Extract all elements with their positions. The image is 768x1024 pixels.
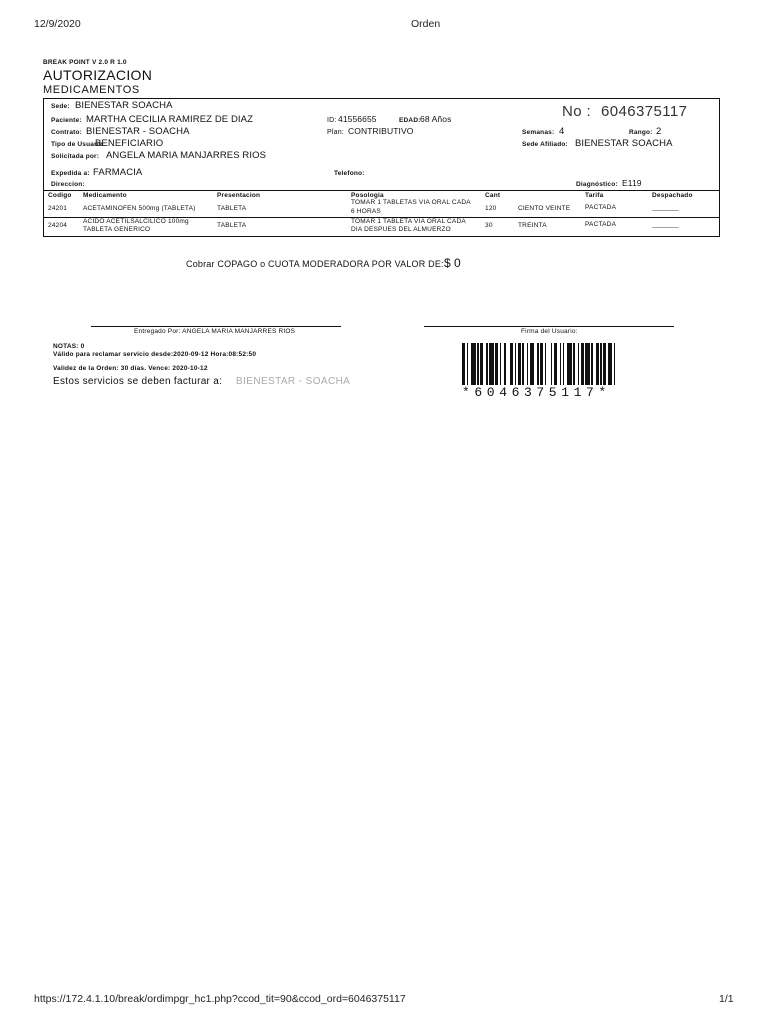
barcode-bar bbox=[560, 343, 562, 385]
barcode-bar bbox=[563, 343, 565, 385]
signature-line-user bbox=[424, 326, 674, 327]
software-version: BREAK POINT V 2.0 R 1.0 bbox=[43, 59, 127, 66]
diagnostico-value: E119 bbox=[622, 178, 642, 188]
diagnostico-label: Diagnóstico: bbox=[576, 181, 618, 188]
barcode-bar bbox=[591, 343, 593, 385]
row2-medicamento: ACIDO ACETILSALCILICO 100mg bbox=[83, 218, 189, 225]
barcode-bar bbox=[585, 343, 590, 385]
row2-codigo: 24204 bbox=[48, 222, 68, 229]
table-top-rule bbox=[43, 190, 720, 191]
row1-posologia-2: 6 HORAS bbox=[351, 208, 381, 215]
edad-label: EDAD: bbox=[399, 117, 421, 124]
row2-medicamento-2: TABLETA GENERICO bbox=[83, 226, 151, 233]
rango-value: 2 bbox=[656, 126, 662, 137]
barcode-bar bbox=[480, 343, 483, 385]
rango-label: Rango: bbox=[629, 129, 653, 136]
row2-cant-text: TREINTA bbox=[518, 222, 547, 229]
row1-codigo: 24201 bbox=[48, 205, 68, 212]
row1-cant-text: CIENTO VEINTE bbox=[518, 205, 571, 212]
barcode-bar bbox=[551, 343, 553, 385]
order-number: 6046375117 bbox=[601, 103, 688, 120]
barcode-bar bbox=[608, 343, 613, 385]
barcode-bar bbox=[537, 343, 539, 385]
solicitada-value: ANGELA MARIA MANJARRES RIOS bbox=[106, 150, 267, 161]
print-page: 1/1 bbox=[719, 993, 734, 1005]
barcode-bar bbox=[554, 343, 557, 385]
paciente-label: Paciente: bbox=[51, 117, 82, 124]
barcode-bar bbox=[504, 343, 506, 385]
copago-text: Cobrar COPAGO o CUOTA MODERADORA POR VALOR DE: bbox=[186, 259, 444, 269]
row2-cant: 30 bbox=[485, 222, 493, 229]
entregado-por: Entregado Por: ANGELA MARIA MANJARRES RIOS bbox=[134, 328, 296, 335]
contrato-label: Contrato: bbox=[51, 129, 83, 136]
barcode-bar bbox=[581, 343, 584, 385]
barcode-bar bbox=[540, 343, 543, 385]
edad-value: 68 Años bbox=[420, 114, 452, 124]
expedida-label: Expedida a: bbox=[51, 170, 90, 177]
direccion-label: Direccion: bbox=[51, 181, 85, 188]
sede-value: BIENESTAR SOACHA bbox=[75, 100, 173, 111]
print-title: Orden bbox=[411, 18, 441, 30]
row1-presentacion: TABLETA bbox=[217, 205, 247, 212]
barcode-bar bbox=[573, 343, 575, 385]
tipo-usuario-value: BENEFICIARIO bbox=[95, 138, 164, 149]
col-header-cant: Cant bbox=[485, 192, 501, 199]
barcode bbox=[462, 343, 660, 385]
id-label: ID: bbox=[327, 117, 337, 124]
barcode-bar bbox=[527, 343, 529, 385]
col-header-medicamento: Medicamento bbox=[83, 192, 127, 199]
barcode-bar bbox=[530, 343, 535, 385]
barcode-bar bbox=[495, 343, 498, 385]
notas: NOTAS: 0 bbox=[53, 343, 85, 350]
barcode-bar bbox=[518, 343, 521, 385]
col-header-tarifa: Tarifa bbox=[585, 192, 604, 199]
barcode-bar bbox=[510, 343, 513, 385]
validez-orden: Validez de la Orden: 30 días. Vence: 2020-10-12 bbox=[53, 365, 208, 372]
telefono-label: Telefono: bbox=[334, 170, 365, 177]
row2-despachado: _______ bbox=[652, 221, 679, 228]
order-number-label: No : bbox=[562, 103, 592, 120]
row1-medicamento: ACETAMINOFEN 500mg (TABLETA) bbox=[83, 205, 196, 212]
sede-afiliado-value: BIENESTAR SOACHA bbox=[575, 138, 673, 149]
barcode-bar bbox=[614, 343, 616, 385]
barcode-bar bbox=[477, 343, 479, 385]
plan-label: Plan: bbox=[327, 129, 344, 136]
barcode-bar bbox=[489, 343, 494, 385]
firma-usuario: Firma del Usuario: bbox=[521, 328, 578, 335]
doc-title: AUTORIZACION bbox=[43, 67, 153, 83]
row1-despachado: _______ bbox=[652, 204, 679, 211]
copago-amount: $ 0 bbox=[444, 256, 461, 270]
barcode-bar bbox=[603, 343, 606, 385]
semanas-label: Semanas: bbox=[522, 129, 555, 136]
row1-tarifa: PACTADA bbox=[585, 204, 617, 211]
barcode-bar bbox=[545, 343, 547, 385]
barcode-bar bbox=[486, 343, 488, 385]
sede-label: Sede: bbox=[51, 103, 70, 110]
print-url: https://172.4.1.10/break/ordimpgr_hc1.php?ccod_tit=90&ccod_ord=6046375117 bbox=[34, 993, 406, 1005]
row1-posologia: TOMAR 1 TABLETAS VIA ORAL CADA bbox=[351, 199, 471, 206]
row2-posologia: TOMAR 1 TABLETA VIA ORAL CADA bbox=[351, 218, 466, 225]
col-header-posologia: Posologia bbox=[351, 192, 384, 199]
row2-presentacion: TABLETA bbox=[217, 222, 247, 229]
col-header-codigo: Codigo bbox=[48, 192, 72, 199]
semanas-value: 4 bbox=[559, 126, 565, 137]
id-value: 41556655 bbox=[338, 114, 377, 124]
solicitada-label: Solicitada por: bbox=[51, 153, 100, 160]
barcode-bar bbox=[567, 343, 572, 385]
contrato-value: BIENESTAR - SOACHA bbox=[86, 126, 190, 137]
barcode-bar bbox=[600, 343, 602, 385]
facturar-value: BIENESTAR - SOACHA bbox=[236, 376, 351, 387]
facturar-label: Estos servicios se deben facturar a: bbox=[53, 376, 223, 387]
barcode-bar bbox=[467, 343, 469, 385]
barcode-bar bbox=[515, 343, 517, 385]
row2-posologia-2: DIA DESPUES DEL ALMUERZO bbox=[351, 226, 451, 233]
barcode-bar bbox=[522, 343, 524, 385]
expedida-value: FARMACIA bbox=[93, 167, 143, 178]
row1-cant: 120 bbox=[485, 205, 497, 212]
col-header-despachado: Despachado bbox=[652, 192, 693, 199]
print-date: 12/9/2020 bbox=[34, 18, 81, 30]
plan-value: CONTRIBUTIVO bbox=[348, 126, 414, 136]
barcode-bar bbox=[471, 343, 476, 385]
barcode-bar bbox=[462, 343, 465, 385]
barcode-bar bbox=[578, 343, 580, 385]
tipo-usuario-label: Tipo de Usuario: bbox=[51, 141, 106, 148]
row2-tarifa: PACTADA bbox=[585, 221, 617, 228]
barcode-text: *6046375117* bbox=[462, 385, 611, 400]
paciente-value: MARTHA CECILIA RAMIREZ DE DIAZ bbox=[86, 114, 253, 125]
doc-subtitle: MEDICAMENTOS bbox=[43, 84, 140, 96]
sede-afiliado-label: Sede Afiliado: bbox=[522, 141, 568, 148]
barcode-bar bbox=[500, 343, 502, 385]
signature-line-delivered bbox=[91, 326, 341, 327]
valido-desde: Válido para reclamar servicio desde:2020-09-12 Hora:08:52:50 bbox=[53, 351, 257, 358]
barcode-bar bbox=[596, 343, 599, 385]
col-header-presentacion: Presentacion bbox=[217, 192, 261, 199]
